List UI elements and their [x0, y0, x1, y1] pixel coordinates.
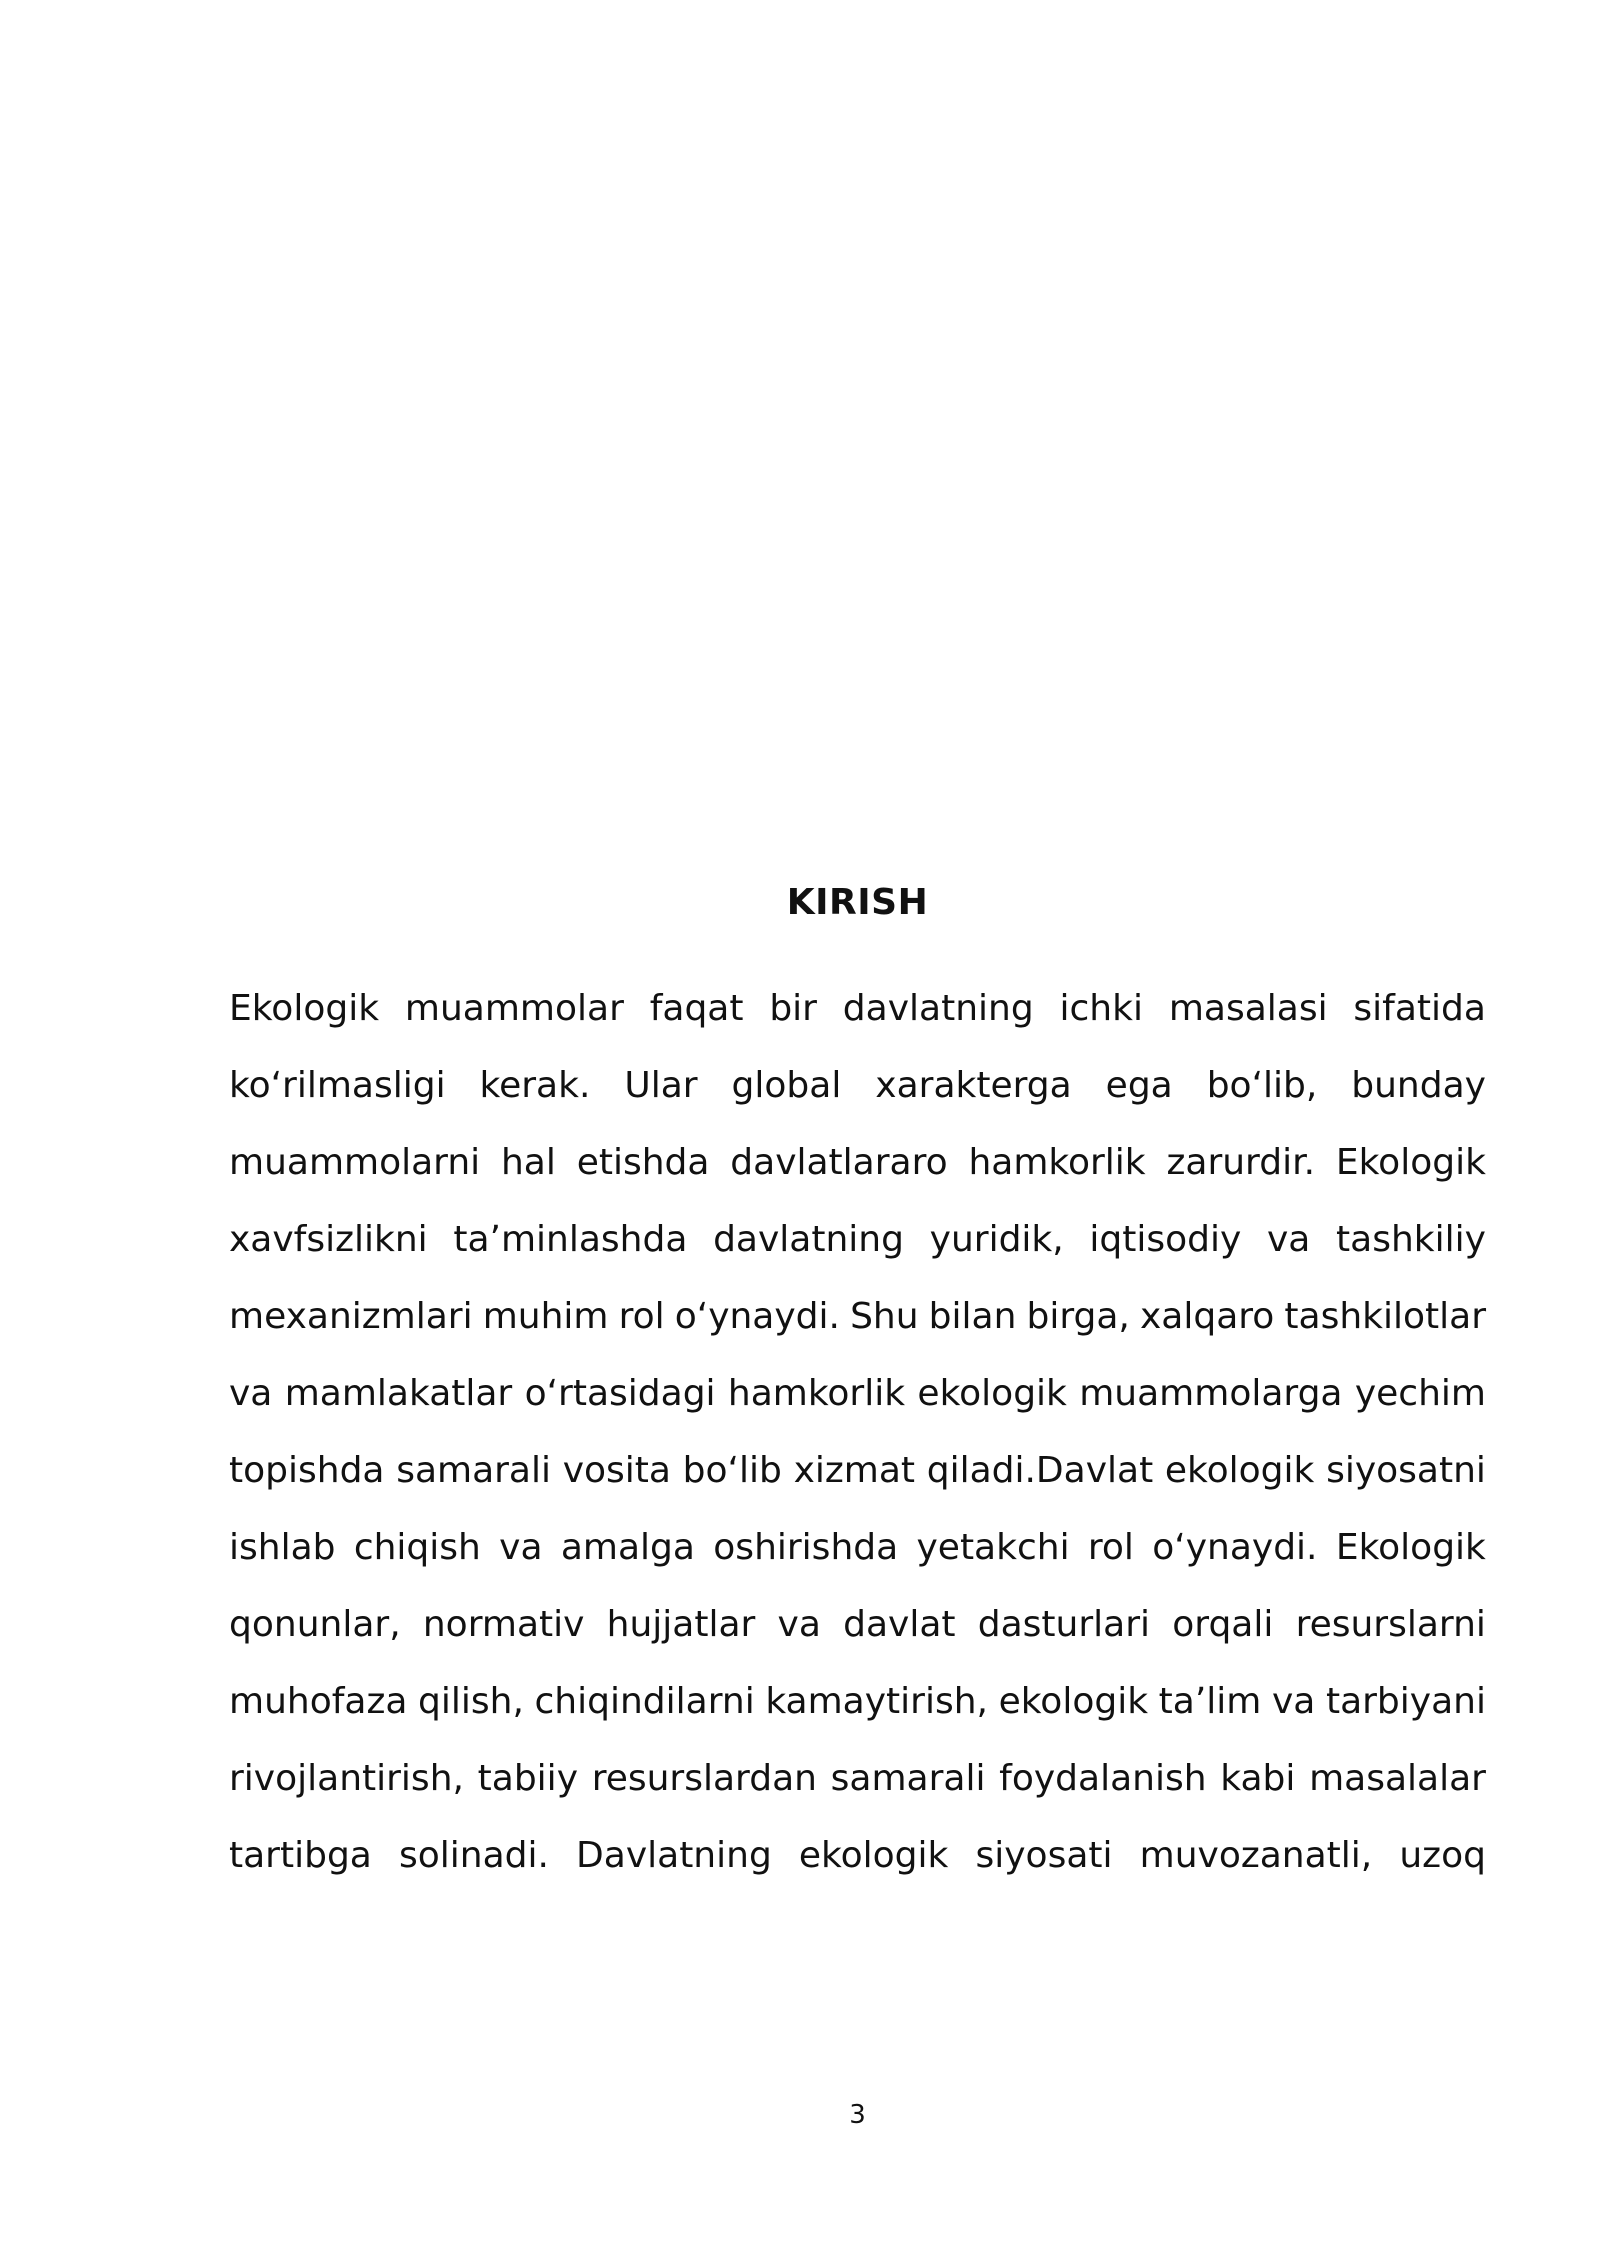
paragraph-line: topishda samarali vosita bo‘lib xizmat qiladi.Davlat ekologik siyosatni	[229, 1450, 1486, 1491]
paragraph-line: va mamlakatlar o‘rtasidagi hamkorlik ekologik muammolarga yechim	[229, 1373, 1486, 1414]
paragraph-line: muammolarni hal etishda davlatlararo hamkorlik zarurdir. Ekologik	[229, 1142, 1486, 1183]
paragraph-line: rivojlantirish, tabiiy resurslardan samarali foydalanish kabi masalalar	[229, 1758, 1486, 1799]
body-paragraph	[229, 979, 1486, 1903]
paragraph-line: qonunlar, normativ hujjatlar va davlat dasturlari orqali resurslarni	[229, 1604, 1486, 1645]
paragraph-line: ko‘rilmasligi kerak. Ular global xarakterga ega bo‘lib, bunday	[229, 1065, 1486, 1106]
section-heading: KIRISH	[786, 882, 929, 923]
paragraph-line: xavfsizlikni ta’minlashda davlatning yuridik, iqtisodiy va tashkiliy	[229, 1219, 1486, 1260]
paragraph-line: mexanizmlari muhim rol o‘ynaydi. Shu bilan birga, xalqaro tashkilotlar	[229, 1296, 1486, 1337]
page-number: 3	[849, 2100, 866, 2130]
paragraph-line: ishlab chiqish va amalga oshirishda yetakchi rol o‘ynaydi. Ekologik	[229, 1527, 1486, 1568]
paragraph-line: Ekologik muammolar faqat bir davlatning ichki masalasi sifatida	[229, 988, 1486, 1029]
paragraph-line: muhofaza qilish, chiqindilarni kamaytirish, ekologik ta’lim va tarbiyani	[229, 1681, 1486, 1722]
paragraph-line: tartibga solinadi. Davlatning ekologik siyosati muvozanatli, uzoq	[229, 1835, 1486, 1876]
